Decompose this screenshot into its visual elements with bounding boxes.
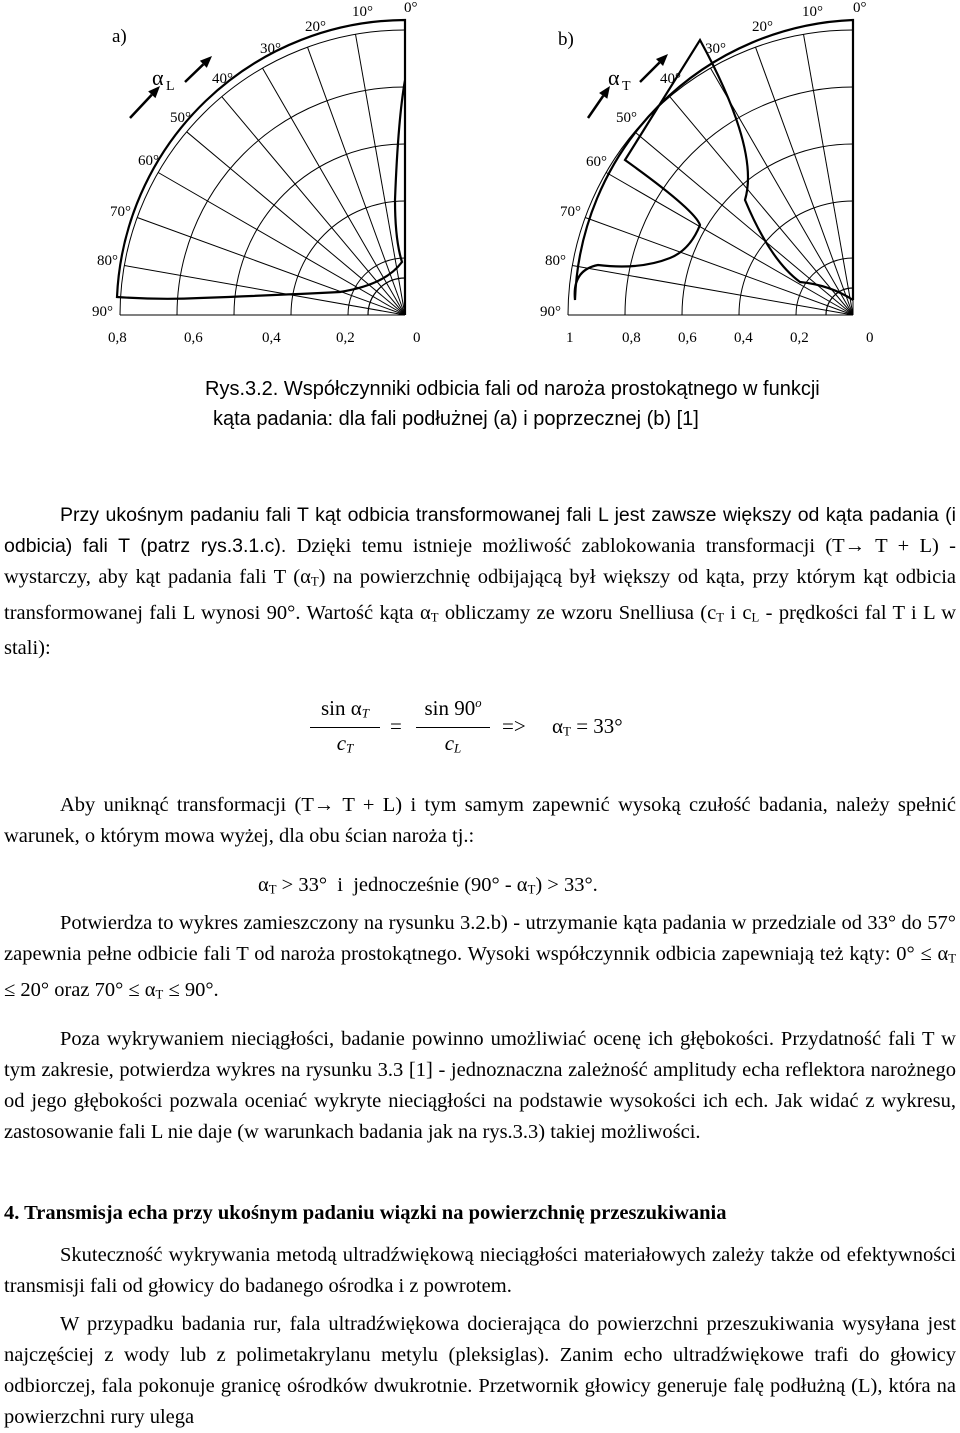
angle-label: 50°: [616, 110, 637, 126]
radius-label: 0,8: [108, 330, 127, 346]
angle-label: 20°: [305, 19, 326, 35]
polar-plot-b: [540, 0, 874, 346]
incidence-arrow-shaft: [640, 62, 660, 82]
angle-label: 90°: [92, 304, 113, 320]
alpha-symbol: α: [258, 874, 269, 896]
panel-a-letter: a): [112, 26, 127, 47]
paragraph-1: [4, 500, 956, 664]
grid-ray: [635, 132, 853, 315]
alpha-symbol: α: [552, 714, 564, 738]
subscript: T: [527, 882, 536, 897]
figure-caption: [205, 374, 825, 434]
text-run: ) > 33°.: [535, 874, 598, 896]
result-value: = 33°: [570, 714, 623, 738]
grid-ray: [187, 132, 405, 315]
text-run: ) na powierzchnię odbijającą był większy od kąta, przy którym kąt odbicia transformowanej fali L wynosi 90°. Wartość kąta α: [4, 566, 956, 624]
text-run: T + L) i tym samym zapewnić wysoką czułość badania, należy spełnić warunek, o którym mowa wyżej, dla obu ścian naroża tj.:: [4, 794, 956, 847]
polar-figure: [0, 0, 960, 360]
text-run: T + L) - wystarczy, aby kąt padania fali T (α: [4, 535, 956, 588]
subscript: T: [310, 574, 319, 589]
radius-label: 0,8: [622, 330, 641, 346]
paragraph-6: W przypadku badania rur, fala ultradźwiękowa docierająca do powierzchni przeszukiwania wysyłana jest najczęściej z wody lub z polimetakrylanu metylu (pleksiglas). Zanim echo ultradźwiękowe trafi do głowicy odbiorczej, fala pokonuje granicę ośrodków dwukrotnie. Przetwornik głowicy generuje falę podłużną (L), która na powierzchni rury ulega: [4, 1313, 956, 1428]
curve-t: [575, 20, 853, 300]
text-run: Potwierdza to wykres zamieszczony na rysunku 3.2.b) - utrzymanie kąta padania w przedziale od 33° do 57° zapewnia pełne odbicie fali T od naroża prostokątnego. Wysoki współczynnik odbicia zapewniają też kąty: 0° ≤ α: [4, 912, 956, 965]
numerator: sin α: [320, 696, 362, 720]
caption-line: kąta padania: dla fali podłużnej (a) i poprzecznej (b) [1]: [213, 408, 699, 430]
text-run: - prędkości fal T i L w stali):: [4, 601, 957, 660]
radius-labels-a: [108, 330, 421, 346]
subscript: T: [430, 610, 439, 625]
formula-result: [552, 714, 623, 740]
angle-label: 70°: [110, 204, 131, 220]
radius-label: 1: [566, 330, 574, 346]
numerator: sin 90: [424, 696, 476, 720]
angle-label-zero: 0°: [853, 0, 867, 16]
subscript: L: [751, 610, 760, 625]
arrow-symbol: →: [313, 794, 335, 816]
fraction-bar: [416, 727, 490, 728]
panel-b-letter: b): [558, 29, 574, 50]
section-heading: 4. Transmisja echa przy ukośnym padaniu wiązki na powierzchnię przeszukiwania: [4, 1202, 727, 1224]
paragraph-2: [4, 790, 956, 852]
alpha-l-subscript: L: [166, 79, 175, 94]
radius-label: 0: [413, 330, 421, 346]
incidence-arrow-shaft: [185, 64, 203, 82]
text-run: i c: [723, 601, 752, 624]
subscript: T: [361, 705, 369, 721]
subscript: T: [948, 951, 956, 966]
incidence-arrow-shaft: [588, 96, 603, 118]
angle-label: 30°: [260, 41, 281, 57]
text-run: obliczamy ze wzoru Snelliusa (c: [438, 601, 717, 624]
paragraph-5: Skuteczność wykrywania metodą ultradźwiękową nieciągłości materiałowych zależy także od efektywności transmisji fali od głowicy do badanego ośrodka i z powrotem.: [4, 1244, 956, 1297]
incidence-arrow-shaft: [130, 95, 152, 118]
angle-label-zero: 0°: [404, 0, 418, 16]
fraction-left: [310, 696, 380, 757]
radius-label: 0: [866, 330, 874, 346]
paragraph-4: Poza wykrywaniem nieciągłości, badanie powinno umożliwiać ocenę ich głębokości. Przydatność fali T w tym zakresie, potwierdza wykres na rysunku 3.3 [1] - jednoznaczna zależność amplitudy echa reflektora narożnego od jego głębokości pozwala oceniać wykryte nieciągłości na podstawie wysokości ich ech. Jak widać z wykresu, zastosowanie fali L nie daje (w warunkach badania jak na rys.3.3) takiej możliwości.: [4, 1028, 956, 1143]
radius-label: 0,2: [336, 330, 355, 346]
subscript: T: [563, 723, 571, 739]
angle-label: 10°: [802, 4, 823, 20]
radius-label: 0,2: [790, 330, 809, 346]
text-run: > 33° i jednocześnie (90° - α: [276, 874, 528, 896]
text-run: Dzięki temu istnieje możliwość zablokowania transformacji (T: [286, 535, 845, 557]
fraction-bar: [310, 727, 380, 728]
denominator: c: [444, 731, 455, 755]
angle-label: 40°: [212, 71, 233, 87]
subscript: T: [268, 882, 277, 897]
subscript: T: [346, 740, 354, 756]
denominator: c: [336, 731, 347, 755]
subscript: L: [454, 740, 462, 756]
snell-formula: [310, 696, 730, 766]
arrow-symbol: →: [844, 535, 866, 557]
angle-label: 40°: [660, 71, 681, 87]
para1-sans-text: Przy ukośnym padaniu fali T kąt odbicia transformowanej fali L jest zawsze większy od kąta padania (i odbicia) fali T (patrz rys.3.1.c).: [4, 504, 956, 557]
radius-label: 0,6: [678, 330, 697, 346]
angle-label: 20°: [752, 19, 773, 35]
condition-line: [258, 870, 858, 906]
alpha-t-subscript: T: [622, 79, 631, 94]
polar-plot-a: [92, 0, 421, 346]
angle-label: 80°: [97, 253, 118, 269]
radius-label: 0,4: [734, 330, 753, 346]
text-run: Aby uniknąć transformacji (T: [60, 794, 314, 816]
implies-sign: =>: [502, 714, 526, 738]
radius-label: 0,4: [262, 330, 281, 346]
paragraph-3: [4, 908, 956, 1010]
angle-label: 60°: [138, 153, 159, 169]
text-run: ≤ 90°.: [163, 978, 219, 1001]
alpha-l-symbol: α: [152, 65, 164, 90]
superscript: o: [475, 696, 482, 710]
subscript: T: [716, 610, 724, 625]
equals-sign: =: [390, 714, 402, 738]
angle-label: 50°: [170, 110, 191, 126]
grid-ray: [670, 97, 853, 315]
subscript: T: [155, 987, 164, 1002]
angle-label: 90°: [540, 304, 561, 320]
radius-label: 0,6: [184, 330, 203, 346]
angle-label: 30°: [705, 41, 726, 57]
angle-label: 70°: [560, 204, 581, 220]
alpha-t-symbol: α: [608, 65, 620, 90]
angle-label: 10°: [352, 4, 373, 20]
fraction-right: [416, 696, 490, 757]
radius-labels-b: [566, 330, 874, 346]
angle-label: 80°: [545, 253, 566, 269]
angle-label: 60°: [586, 154, 607, 170]
text-run: ≤ 20° oraz 70° ≤ α: [4, 978, 156, 1001]
caption-line: Rys.3.2. Współczynniki odbicia fali od naroża prostokątnego w funkcji: [205, 378, 820, 400]
